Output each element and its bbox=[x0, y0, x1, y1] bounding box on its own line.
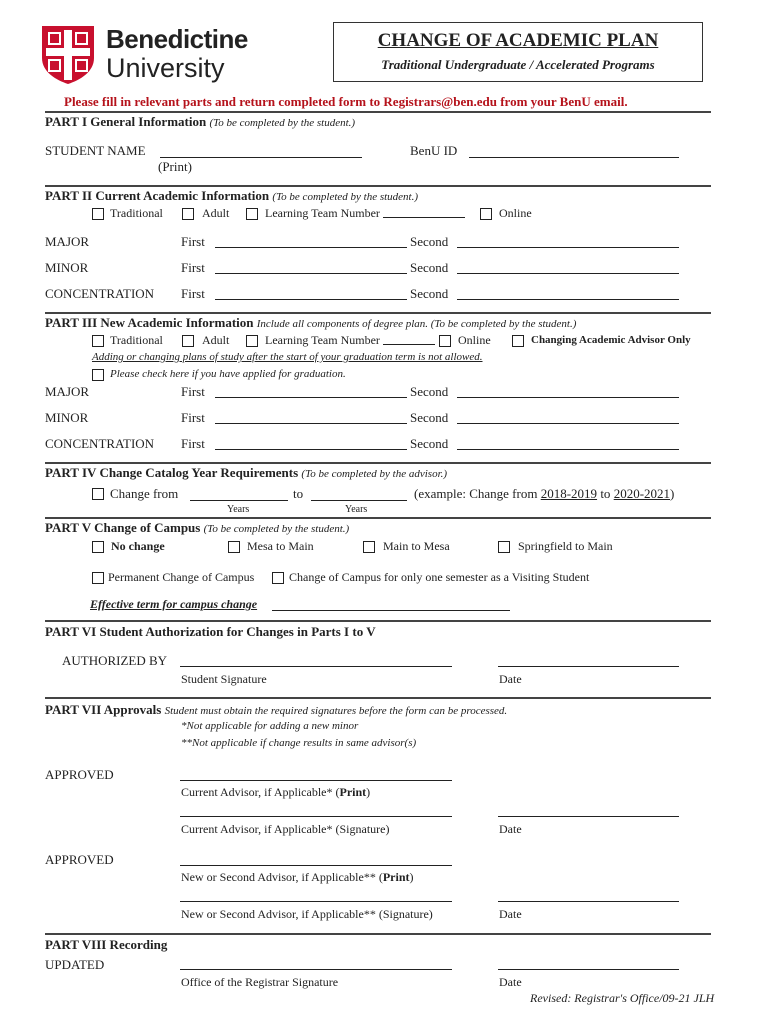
new-concentration-label: CONCENTRATION bbox=[45, 436, 155, 451]
example-from: 2018-2019 bbox=[540, 486, 598, 501]
registrar-date-label: Date bbox=[499, 975, 522, 989]
major-first-field[interactable] bbox=[215, 247, 407, 248]
part7-heading: PART VII Approvals bbox=[45, 702, 162, 717]
traditional-checkbox[interactable] bbox=[92, 208, 104, 220]
main-to-mesa-checkbox[interactable] bbox=[363, 541, 375, 553]
visiting-student-checkbox[interactable] bbox=[272, 572, 284, 584]
effective-term-field[interactable] bbox=[272, 610, 510, 611]
print-word: Print bbox=[382, 870, 410, 884]
current-advisor-signature-field[interactable] bbox=[180, 816, 452, 817]
online-checkbox[interactable] bbox=[480, 208, 492, 220]
concentration-first-field[interactable] bbox=[215, 299, 407, 300]
mesa-to-main-checkbox[interactable] bbox=[228, 541, 240, 553]
second-label: Second bbox=[410, 260, 449, 275]
change-catalog-checkbox[interactable] bbox=[92, 488, 104, 500]
springfield-to-main-checkbox[interactable] bbox=[498, 541, 510, 553]
approval-note-advisor: **Not applicable if change results in same advisor(s) bbox=[181, 737, 417, 749]
new-adult-label: Adult bbox=[202, 333, 230, 347]
benu-id-label: BenU ID bbox=[410, 143, 458, 158]
new-online-checkbox[interactable] bbox=[439, 335, 451, 347]
catalog-from-field[interactable] bbox=[190, 500, 288, 501]
second-label: Second bbox=[410, 384, 449, 399]
new-learning-team-checkbox[interactable] bbox=[246, 335, 258, 347]
part7-header bbox=[45, 702, 507, 718]
first-label: First bbox=[181, 410, 205, 425]
logo-name-line2: University bbox=[106, 53, 225, 83]
first-label: First bbox=[181, 260, 205, 275]
new-major-label: MAJOR bbox=[45, 384, 90, 399]
instructions: Please fill in relevant parts and return completed form to Registrars@ben.edu from your BenU email. bbox=[64, 94, 628, 109]
first-label: First bbox=[181, 436, 205, 451]
registrar-signature-field[interactable] bbox=[180, 969, 452, 970]
registrar-date-field[interactable] bbox=[498, 969, 679, 970]
part5-header bbox=[45, 520, 349, 536]
close-paren: ) bbox=[409, 870, 414, 884]
new-major-second-field[interactable] bbox=[457, 397, 679, 398]
logo-name-line1: Benedictine bbox=[106, 24, 248, 54]
main-to-mesa-label: Main to Mesa bbox=[383, 539, 450, 553]
part2-header bbox=[45, 188, 418, 204]
concentration-label: CONCENTRATION bbox=[45, 286, 155, 301]
current-advisor-date-field[interactable] bbox=[498, 816, 679, 817]
no-change-checkbox[interactable] bbox=[92, 541, 104, 553]
changing-advisor-label: Changing Academic Advisor Only bbox=[531, 334, 691, 346]
university-logo bbox=[40, 24, 290, 88]
part8-heading: PART VIII Recording bbox=[45, 937, 168, 952]
new-concentration-first-field[interactable] bbox=[215, 449, 407, 450]
major-second-field[interactable] bbox=[457, 247, 679, 248]
close-paren: ) bbox=[366, 785, 371, 799]
part3-header bbox=[45, 315, 576, 331]
new-advisor-signature-label: New or Second Advisor, if Applicable** (Signature) bbox=[181, 907, 433, 921]
part1-header bbox=[45, 114, 355, 130]
new-traditional-checkbox[interactable] bbox=[92, 335, 104, 347]
new-advisor-signature-field[interactable] bbox=[180, 901, 452, 902]
second-label: Second bbox=[410, 286, 449, 301]
mesa-to-main-label: Mesa to Main bbox=[247, 539, 314, 553]
part4-heading: PART IV Change Catalog Year Requirements bbox=[45, 465, 299, 480]
new-minor-second-field[interactable] bbox=[457, 423, 679, 424]
permanent-change-label: Permanent Change of Campus bbox=[108, 570, 255, 584]
current-advisor-print-field[interactable] bbox=[180, 780, 452, 781]
learning-team-field[interactable] bbox=[383, 217, 465, 218]
minor-second-field[interactable] bbox=[457, 273, 679, 274]
approval-note-minor: *Not applicable for adding a new minor bbox=[181, 720, 359, 732]
new-learning-team-field[interactable] bbox=[383, 344, 435, 345]
example-suffix: ) bbox=[670, 486, 675, 501]
title-box bbox=[333, 22, 703, 82]
major-label: MAJOR bbox=[45, 234, 90, 249]
minor-label: MINOR bbox=[45, 260, 89, 275]
example-to: 2020-2021 bbox=[613, 486, 671, 501]
part5-heading: PART V Change of Campus bbox=[45, 520, 201, 535]
online-label: Online bbox=[499, 206, 532, 220]
current-advisor-print-label bbox=[181, 785, 370, 800]
authorized-by-label: AUTHORIZED BY bbox=[62, 653, 168, 668]
new-advisor-print-label bbox=[181, 870, 414, 885]
student-date-label: Date bbox=[499, 672, 522, 686]
first-label: First bbox=[181, 384, 205, 399]
graduation-checkbox[interactable] bbox=[92, 369, 104, 381]
student-name-label: STUDENT NAME bbox=[45, 143, 146, 158]
catalog-example bbox=[414, 486, 674, 502]
minor-first-field[interactable] bbox=[215, 273, 407, 274]
part5-note: (To be completed by the student.) bbox=[203, 523, 350, 535]
springfield-to-main-label: Springfield to Main bbox=[518, 539, 613, 553]
changing-advisor-checkbox[interactable] bbox=[512, 335, 524, 347]
second-label: Second bbox=[410, 234, 449, 249]
print-word: Print bbox=[339, 785, 367, 799]
part1-heading: PART I General Information bbox=[45, 114, 207, 129]
current-advisor-signature-label: Current Advisor, if Applicable* (Signature) bbox=[181, 822, 390, 836]
part4-note: (To be completed by the advisor.) bbox=[301, 468, 448, 480]
second-label: Second bbox=[410, 410, 449, 425]
adult-label: Adult bbox=[202, 206, 230, 220]
no-change-label: No change bbox=[111, 539, 165, 553]
graduation-check-label: Please check here if you have applied for graduation. bbox=[110, 368, 346, 380]
new-major-first-field[interactable] bbox=[215, 397, 407, 398]
new-minor-label: MINOR bbox=[45, 410, 89, 425]
part3-heading: PART III New Academic Information bbox=[45, 315, 254, 330]
visiting-student-label: Change of Campus for only one semester as a Visiting Student bbox=[289, 570, 590, 584]
new-concentration-second-field[interactable] bbox=[457, 449, 679, 450]
first-label: First bbox=[181, 286, 205, 301]
new-advisor-print-prefix: New or Second Advisor, if Applicable** ( bbox=[181, 870, 383, 884]
new-advisor-print-field[interactable] bbox=[180, 865, 452, 866]
print-label: (Print) bbox=[158, 159, 192, 174]
revision-note: Revised: Registrar's Office/09-21 JLH bbox=[530, 991, 715, 1005]
new-online-label: Online bbox=[458, 333, 491, 347]
part1-note: (To be completed by the student.) bbox=[209, 117, 356, 129]
part7-note: Student must obtain the required signatures before the form can be processed. bbox=[164, 705, 508, 717]
student-signature-label: Student Signature bbox=[181, 672, 267, 686]
new-advisor-date-label: Date bbox=[499, 907, 522, 921]
updated-label: UPDATED bbox=[45, 957, 105, 972]
form-title: CHANGE OF ACADEMIC PLAN bbox=[377, 30, 659, 51]
student-date-field[interactable] bbox=[498, 666, 679, 667]
approved-label-1: APPROVED bbox=[45, 767, 114, 782]
student-name-field[interactable] bbox=[160, 157, 362, 158]
first-label: First bbox=[181, 234, 205, 249]
new-learning-team-label: Learning Team Number bbox=[265, 333, 380, 347]
permanent-change-checkbox[interactable] bbox=[92, 572, 104, 584]
part2-heading: PART II Current Academic Information bbox=[45, 188, 270, 203]
effective-term-label: Effective term for campus change bbox=[90, 597, 258, 611]
new-advisor-date-field[interactable] bbox=[498, 901, 679, 902]
part6-heading: PART VI Student Authorization for Changes in Parts I to V bbox=[45, 624, 376, 639]
new-adult-checkbox[interactable] bbox=[182, 335, 194, 347]
student-signature-field[interactable] bbox=[180, 666, 452, 667]
example-prefix: (example: Change from bbox=[414, 486, 538, 501]
traditional-label: Traditional bbox=[110, 206, 163, 220]
new-minor-first-field[interactable] bbox=[215, 423, 407, 424]
registrar-signature-label: Office of the Registrar Signature bbox=[181, 975, 339, 989]
adult-checkbox[interactable] bbox=[182, 208, 194, 220]
approved-label-2: APPROVED bbox=[45, 852, 114, 867]
years-from-label: Years bbox=[227, 504, 250, 515]
new-traditional-label: Traditional bbox=[110, 333, 163, 347]
part4-header bbox=[45, 465, 447, 481]
learning-team-label: Learning Team Number bbox=[265, 206, 380, 220]
benu-id-field[interactable] bbox=[469, 157, 679, 158]
years-to-label: Years bbox=[345, 504, 368, 515]
concentration-second-field[interactable] bbox=[457, 299, 679, 300]
to-label: to bbox=[293, 486, 304, 501]
shield-icon bbox=[40, 24, 96, 86]
part3-note: Include all components of degree plan. (To be completed by the student.) bbox=[256, 318, 577, 330]
learning-team-checkbox[interactable] bbox=[246, 208, 258, 220]
form-subtitle: Traditional Undergraduate / Accelerated Programs bbox=[381, 57, 655, 72]
current-advisor-print-prefix: Current Advisor, if Applicable* ( bbox=[181, 785, 340, 799]
graduation-warning: Adding or changing plans of study after the start of your graduation term is not allowed. bbox=[92, 351, 483, 363]
current-advisor-date-label: Date bbox=[499, 822, 522, 836]
part2-note: (To be completed by the student.) bbox=[272, 191, 419, 203]
catalog-to-field[interactable] bbox=[311, 500, 407, 501]
second-label: Second bbox=[410, 436, 449, 451]
change-from-label: Change from bbox=[110, 486, 179, 501]
example-to-word: to bbox=[600, 486, 611, 501]
